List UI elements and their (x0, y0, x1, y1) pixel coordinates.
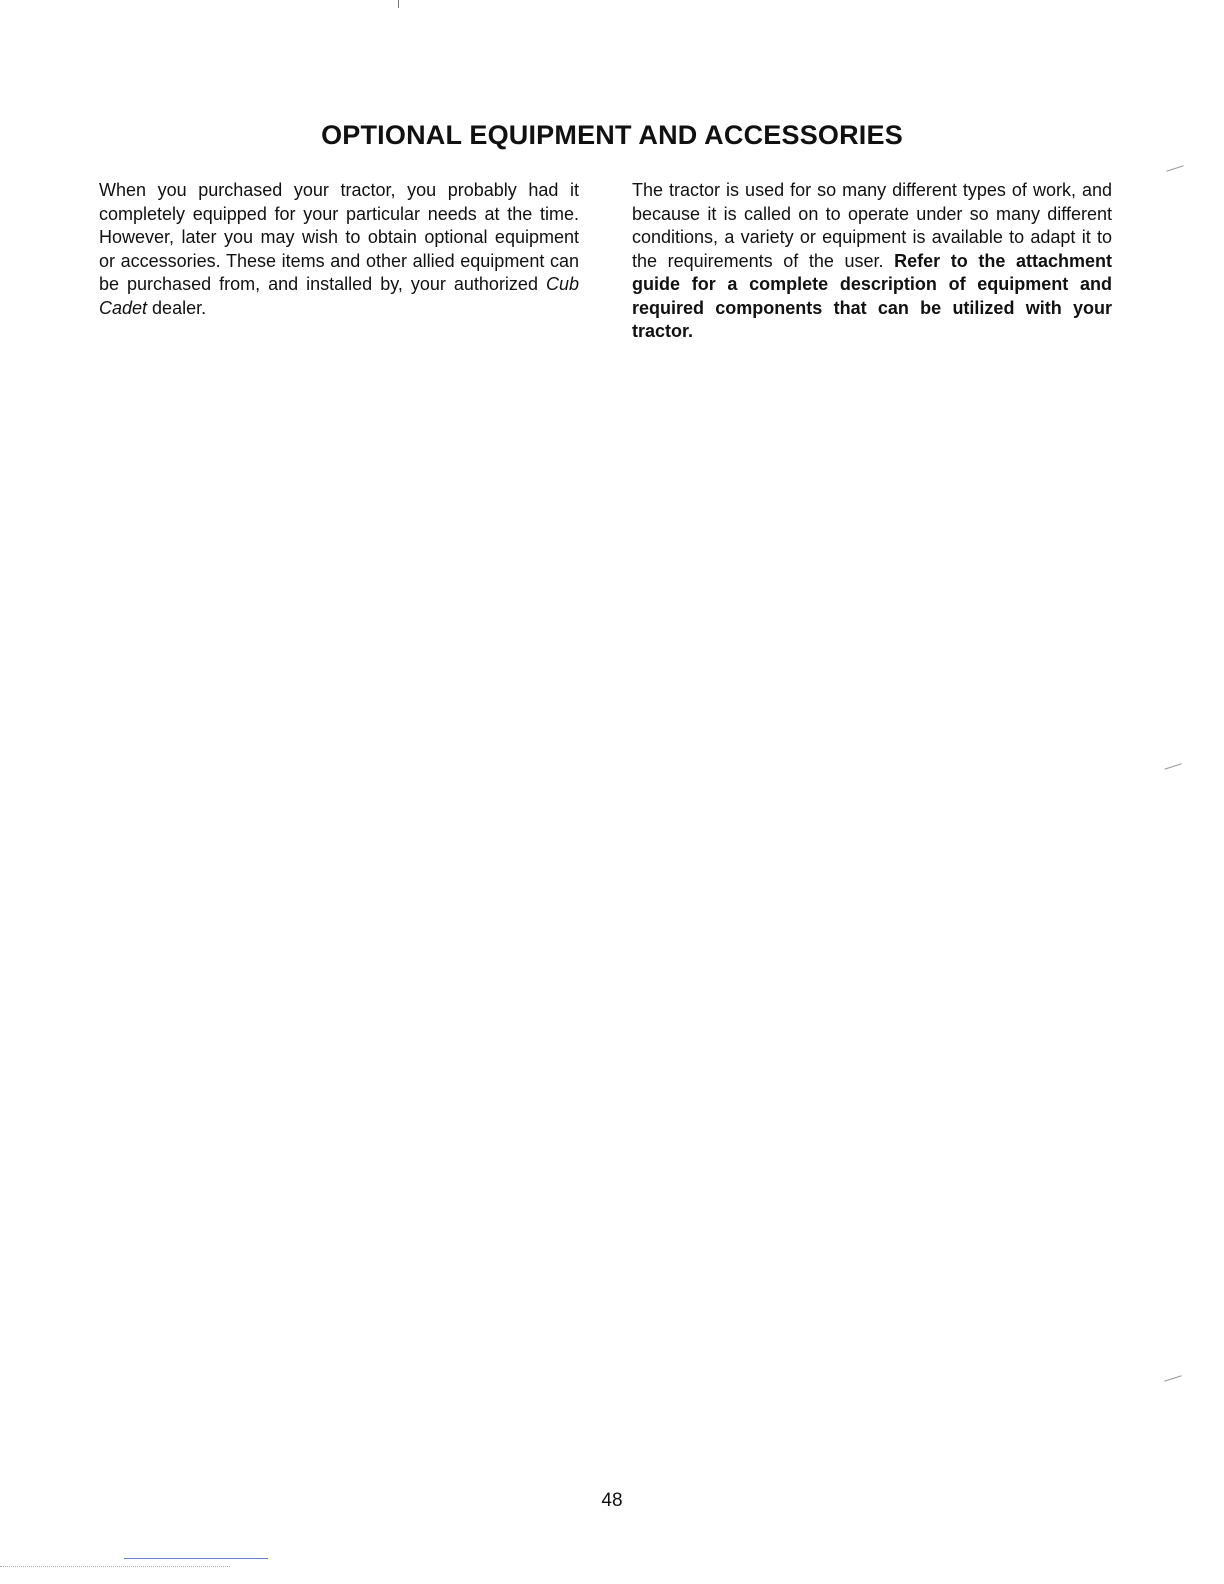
brand-name: Cub Cadet (99, 274, 579, 318)
left-paragraph-ending: dealer. (147, 297, 207, 318)
page-title: OPTIONAL EQUIPMENT AND ACCESSORIES (321, 120, 903, 150)
scan-tick-mark (1166, 165, 1183, 172)
attachment-guide-note: Refer to the attachment guide for a complete description of equipment and required components that can be utilized with your tractor. (632, 250, 1112, 341)
bottom-dotted-line (0, 1566, 230, 1567)
scan-tick-mark (1164, 1375, 1181, 1382)
right-paragraph-text: The tractor is used for so many different types of work, and because it is called on to operate under so many different conditions, a variety or equipment is available to adapt it to the requirements of the user. (632, 180, 1112, 271)
bottom-rule (124, 1558, 268, 1559)
scan-tick-mark (1164, 763, 1181, 770)
page-number: 48 (601, 1490, 623, 1511)
left-column-paragraph (99, 179, 579, 320)
left-paragraph-text: When you purchased your tractor, you probably had it completely equipped for your particular needs at the time. However, later you may wish to obtain optional equipment or accessories. These items and other allied equipment can be purchased from, and installed by, your authorized (99, 180, 579, 294)
right-column-paragraph (632, 179, 1112, 344)
scan-mark (398, 0, 399, 8)
